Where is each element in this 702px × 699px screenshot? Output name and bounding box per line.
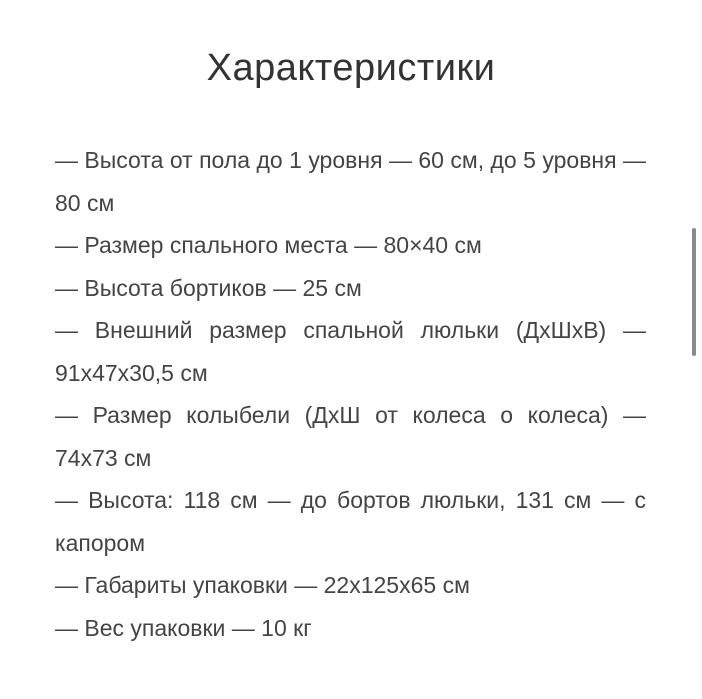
spec-item-crib-size: — Размер колыбели (ДхШ от колеса о колеса) — 74х73 см — [55, 402, 646, 471]
spec-item-package-dimensions: — Габариты упаковки — 22х125х65 см — [55, 572, 470, 598]
scrollbar-thumb[interactable] — [692, 228, 696, 356]
spec-item-package-weight: — Вес упаковки — 10 кг — [55, 614, 312, 641]
spec-item-height-from-floor: — Высота от пола до 1 уровня — 60 см, до 5 уровня — 80 см — [55, 147, 646, 216]
spec-item-sleeping-place-size: — Размер спального места — 80×40 см — [55, 232, 482, 258]
spec-item-cradle-outer-size: — Внешний размер спальной люльки (ДхШхВ) — 91х47х30,5 см — [55, 317, 646, 386]
spec-item-total-height: — Высота: 118 см — до бортов люльки, 131 см — с капором — [55, 487, 646, 556]
spec-item-side-height: — Высота бортиков — 25 см — [55, 274, 362, 301]
specs-list — [55, 139, 646, 649]
page-title: Характеристики — [206, 47, 496, 89]
